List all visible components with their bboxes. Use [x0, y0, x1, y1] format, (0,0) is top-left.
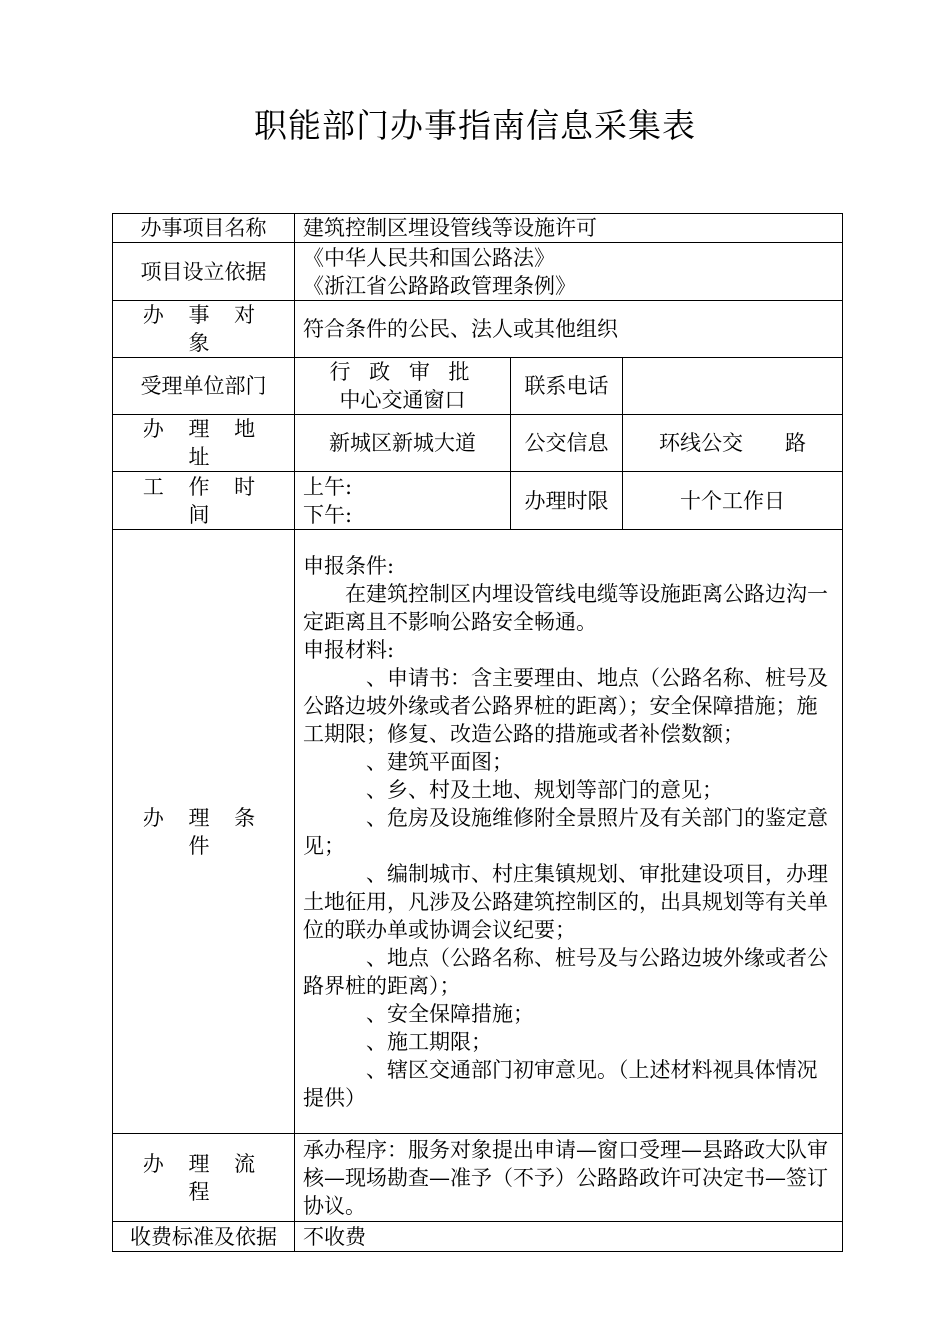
- basis-line: 《浙江省公路路政管理条例》: [303, 273, 576, 298]
- condition-paragraph: 申报材料:: [303, 637, 395, 662]
- hours-pm: 下午:: [303, 502, 353, 527]
- row-target: [113, 301, 843, 358]
- condition-paragraph: 、建筑平面图；: [366, 749, 513, 774]
- fee-value: 不收费: [295, 1222, 843, 1252]
- condition-paragraph: 、安全保障措施；: [366, 1001, 534, 1026]
- limit-label: 办理时限: [511, 472, 623, 530]
- dept-label: 受理单位部门: [113, 358, 295, 415]
- hours-value: [295, 472, 511, 530]
- basis-label: 项目设立依据: [113, 243, 295, 301]
- bus-label: 公交信息: [511, 415, 623, 472]
- process-label: 办 理 流 程: [113, 1134, 295, 1222]
- phone-value: [623, 358, 843, 415]
- condition-paragraph: 申报条件:: [303, 553, 395, 578]
- row-fee: [113, 1222, 843, 1252]
- target-value: 符合条件的公民、法人或其他组织: [295, 301, 843, 358]
- row-basis: [113, 243, 843, 301]
- info-form-table: [112, 213, 843, 1252]
- hours-label: 工 作 时 间: [113, 472, 295, 530]
- page-title: 职能部门办事指南信息采集表: [254, 106, 696, 145]
- basis-value: [295, 243, 843, 301]
- condition-paragraph: 、申请书：含主要理由、地点（公路名称、桩号及公路边坡外缘或者公路界桩的距离）；安全保障措施；施工期限；修复、改造公路的措施或者补偿数额；: [303, 665, 828, 746]
- dept-line: 行 政 审 批: [329, 360, 476, 384]
- condition-paragraph: 、编制城市、村庄集镇规划、审批建设项目，办理土地征用，凡涉及公路建筑控制区的，出具规划等有关单位的联办单或协调会议纪要；: [303, 861, 828, 942]
- item-name-value: 建筑控制区埋设管线等设施许可: [295, 214, 843, 243]
- row-address: [113, 415, 843, 472]
- conditions-label: 办 理 条 件: [113, 530, 295, 1134]
- row-hours: [113, 472, 843, 530]
- condition-paragraph: 、乡、村及土地、规划等部门的意见；: [366, 777, 723, 802]
- row-conditions: [113, 530, 843, 1134]
- address-value: 新城区新城大道: [295, 415, 511, 472]
- row-process: [113, 1134, 843, 1222]
- address-label: 办 理 地 址: [113, 415, 295, 472]
- phone-label: 联系电话: [511, 358, 623, 415]
- fee-label: 收费标准及依据: [113, 1222, 295, 1252]
- condition-paragraph: 在建筑控制区内埋设管线电缆等设施距离公路边沟一定距离且不影响公路安全畅通。: [303, 581, 828, 634]
- row-item-name: [113, 214, 843, 243]
- condition-paragraph: 、地点（公路名称、桩号及与公路边坡外缘或者公路界桩的距离）；: [303, 945, 828, 998]
- target-label: 办 事 对 象: [113, 301, 295, 358]
- condition-paragraph: 、辖区交通部门初审意见。（上述材料视具体情况提供）: [303, 1057, 818, 1110]
- item-name-label: 办事项目名称: [113, 214, 295, 243]
- limit-value: 十个工作日: [623, 472, 843, 530]
- hours-am: 上午:: [303, 474, 353, 499]
- condition-paragraph: 、施工期限；: [366, 1029, 492, 1054]
- bus-value: 环线公交 路: [623, 415, 843, 472]
- conditions-value: [295, 530, 843, 1134]
- process-value: 承办程序：服务对象提出申请—窗口受理—县路政大队审核—现场勘查—准予（不予）公路路政许可决定书—签订协议。: [295, 1134, 843, 1222]
- condition-paragraph: 、危房及设施维修附全景照片及有关部门的鉴定意见；: [303, 805, 828, 858]
- basis-line: 《中华人民共和国公路法》: [303, 245, 555, 270]
- row-dept: [113, 358, 843, 415]
- dept-line: 中心交通窗口: [339, 388, 466, 412]
- dept-value: [295, 358, 511, 415]
